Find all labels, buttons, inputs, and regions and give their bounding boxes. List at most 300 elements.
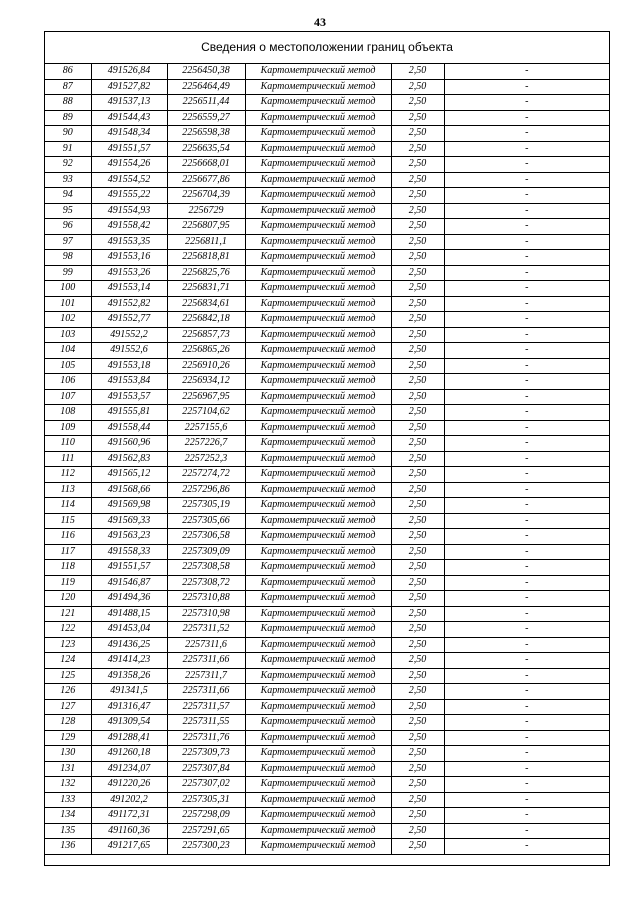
x-coordinate-cell: 491569,98 bbox=[91, 498, 167, 514]
accuracy-cell: 2,50 bbox=[391, 544, 444, 560]
description-cell: - bbox=[444, 141, 609, 157]
method-cell: Картометрический метод bbox=[245, 327, 391, 343]
method-cell: Картометрический метод bbox=[245, 560, 391, 576]
description-cell: - bbox=[444, 188, 609, 204]
y-coordinate-cell: 2257311,7 bbox=[167, 668, 245, 684]
point-number-cell: 122 bbox=[45, 622, 91, 638]
method-cell: Картометрический метод bbox=[245, 622, 391, 638]
table-row bbox=[45, 281, 609, 297]
table-row bbox=[45, 792, 609, 808]
method-cell: Картометрический метод bbox=[245, 420, 391, 436]
description-cell: - bbox=[444, 746, 609, 762]
y-coordinate-cell: 2256967,95 bbox=[167, 389, 245, 405]
point-number-cell: 98 bbox=[45, 250, 91, 266]
table-row bbox=[45, 126, 609, 142]
accuracy-cell: 2,50 bbox=[391, 327, 444, 343]
x-coordinate-cell: 491552,77 bbox=[91, 312, 167, 328]
description-cell: - bbox=[444, 715, 609, 731]
x-coordinate-cell: 491341,5 bbox=[91, 684, 167, 700]
x-coordinate-cell: 491453,04 bbox=[91, 622, 167, 638]
x-coordinate-cell: 491436,25 bbox=[91, 637, 167, 653]
table-row bbox=[45, 777, 609, 793]
x-coordinate-cell: 491552,2 bbox=[91, 327, 167, 343]
y-coordinate-cell: 2256842,18 bbox=[167, 312, 245, 328]
table-row bbox=[45, 451, 609, 467]
x-coordinate-cell: 491316,47 bbox=[91, 699, 167, 715]
accuracy-cell: 2,50 bbox=[391, 606, 444, 622]
table-row bbox=[45, 405, 609, 421]
method-cell: Картометрический метод bbox=[245, 64, 391, 80]
accuracy-cell: 2,50 bbox=[391, 715, 444, 731]
y-coordinate-cell: 2256807,95 bbox=[167, 219, 245, 235]
point-number-cell: 112 bbox=[45, 467, 91, 483]
point-number-cell: 132 bbox=[45, 777, 91, 793]
y-coordinate-cell: 2257308,58 bbox=[167, 560, 245, 576]
x-coordinate-cell: 491202,2 bbox=[91, 792, 167, 808]
description-cell: - bbox=[444, 219, 609, 235]
accuracy-cell: 2,50 bbox=[391, 482, 444, 498]
y-coordinate-cell: 2256598,38 bbox=[167, 126, 245, 142]
method-cell: Картометрический метод bbox=[245, 436, 391, 452]
description-cell: - bbox=[444, 296, 609, 312]
point-number-cell: 117 bbox=[45, 544, 91, 560]
method-cell: Картометрический метод bbox=[245, 141, 391, 157]
accuracy-cell: 2,50 bbox=[391, 405, 444, 421]
accuracy-cell: 2,50 bbox=[391, 358, 444, 374]
method-cell: Картометрический метод bbox=[245, 467, 391, 483]
table-row bbox=[45, 234, 609, 250]
y-coordinate-cell: 2257155,6 bbox=[167, 420, 245, 436]
point-number-cell: 130 bbox=[45, 746, 91, 762]
x-coordinate-cell: 491260,18 bbox=[91, 746, 167, 762]
accuracy-cell: 2,50 bbox=[391, 699, 444, 715]
method-cell: Картометрический метод bbox=[245, 250, 391, 266]
accuracy-cell: 2,50 bbox=[391, 188, 444, 204]
x-coordinate-cell: 491217,65 bbox=[91, 839, 167, 855]
table-row bbox=[45, 498, 609, 514]
y-coordinate-cell: 2257305,19 bbox=[167, 498, 245, 514]
y-coordinate-cell: 2257309,73 bbox=[167, 746, 245, 762]
x-coordinate-cell: 491358,26 bbox=[91, 668, 167, 684]
accuracy-cell: 2,50 bbox=[391, 575, 444, 591]
description-cell: - bbox=[444, 126, 609, 142]
point-number-cell: 91 bbox=[45, 141, 91, 157]
point-number-cell: 101 bbox=[45, 296, 91, 312]
y-coordinate-cell: 2257308,72 bbox=[167, 575, 245, 591]
point-number-cell: 100 bbox=[45, 281, 91, 297]
x-coordinate-cell: 491562,83 bbox=[91, 451, 167, 467]
method-cell: Картометрический метод bbox=[245, 405, 391, 421]
table-row bbox=[45, 761, 609, 777]
method-cell: Картометрический метод bbox=[245, 637, 391, 653]
method-cell: Картометрический метод bbox=[245, 281, 391, 297]
description-cell: - bbox=[444, 792, 609, 808]
y-coordinate-cell: 2257104,62 bbox=[167, 405, 245, 421]
y-coordinate-cell: 2257311,66 bbox=[167, 684, 245, 700]
y-coordinate-cell: 2256825,76 bbox=[167, 265, 245, 281]
table-row bbox=[45, 296, 609, 312]
method-cell: Картометрический метод bbox=[245, 529, 391, 545]
y-coordinate-cell: 2257310,98 bbox=[167, 606, 245, 622]
accuracy-cell: 2,50 bbox=[391, 839, 444, 855]
table-row bbox=[45, 684, 609, 700]
point-number-cell: 123 bbox=[45, 637, 91, 653]
accuracy-cell: 2,50 bbox=[391, 451, 444, 467]
accuracy-cell: 2,50 bbox=[391, 777, 444, 793]
table-row bbox=[45, 250, 609, 266]
table-row bbox=[45, 64, 609, 80]
point-number-cell: 87 bbox=[45, 79, 91, 95]
table-row bbox=[45, 389, 609, 405]
method-cell: Картометрический метод bbox=[245, 358, 391, 374]
table-row bbox=[45, 575, 609, 591]
x-coordinate-cell: 491234,07 bbox=[91, 761, 167, 777]
description-cell: - bbox=[444, 529, 609, 545]
point-number-cell: 97 bbox=[45, 234, 91, 250]
description-cell: - bbox=[444, 358, 609, 374]
y-coordinate-cell: 2257307,02 bbox=[167, 777, 245, 793]
table-row bbox=[45, 312, 609, 328]
point-number-cell: 96 bbox=[45, 219, 91, 235]
point-number-cell: 116 bbox=[45, 529, 91, 545]
accuracy-cell: 2,50 bbox=[391, 219, 444, 235]
accuracy-cell: 2,50 bbox=[391, 498, 444, 514]
method-cell: Картометрический метод bbox=[245, 761, 391, 777]
y-coordinate-cell: 2257311,6 bbox=[167, 637, 245, 653]
accuracy-cell: 2,50 bbox=[391, 622, 444, 638]
x-coordinate-cell: 491414,23 bbox=[91, 653, 167, 669]
accuracy-cell: 2,50 bbox=[391, 374, 444, 390]
description-cell: - bbox=[444, 839, 609, 855]
description-cell: - bbox=[444, 591, 609, 607]
table-row bbox=[45, 79, 609, 95]
page-number: 43 bbox=[314, 15, 326, 29]
point-number-cell: 104 bbox=[45, 343, 91, 359]
accuracy-cell: 2,50 bbox=[391, 560, 444, 576]
x-coordinate-cell: 491553,57 bbox=[91, 389, 167, 405]
x-coordinate-cell: 491309,54 bbox=[91, 715, 167, 731]
accuracy-cell: 2,50 bbox=[391, 281, 444, 297]
x-coordinate-cell: 491553,18 bbox=[91, 358, 167, 374]
y-coordinate-cell: 2256934,12 bbox=[167, 374, 245, 390]
method-cell: Картометрический метод bbox=[245, 823, 391, 839]
method-cell: Картометрический метод bbox=[245, 110, 391, 126]
accuracy-cell: 2,50 bbox=[391, 141, 444, 157]
description-cell: - bbox=[444, 467, 609, 483]
point-number-cell: 92 bbox=[45, 157, 91, 173]
y-coordinate-cell: 2257311,55 bbox=[167, 715, 245, 731]
table-row bbox=[45, 110, 609, 126]
table-row bbox=[45, 606, 609, 622]
x-coordinate-cell: 491548,34 bbox=[91, 126, 167, 142]
table-row bbox=[45, 622, 609, 638]
accuracy-cell: 2,50 bbox=[391, 172, 444, 188]
point-number-cell: 108 bbox=[45, 405, 91, 421]
point-number-cell: 136 bbox=[45, 839, 91, 855]
table-row bbox=[45, 188, 609, 204]
y-coordinate-cell: 2256818,81 bbox=[167, 250, 245, 266]
point-number-cell: 105 bbox=[45, 358, 91, 374]
accuracy-cell: 2,50 bbox=[391, 823, 444, 839]
y-coordinate-cell: 2257311,52 bbox=[167, 622, 245, 638]
table-row bbox=[45, 436, 609, 452]
method-cell: Картометрический метод bbox=[245, 575, 391, 591]
table-row bbox=[45, 374, 609, 390]
table-row bbox=[45, 560, 609, 576]
description-cell: - bbox=[444, 699, 609, 715]
accuracy-cell: 2,50 bbox=[391, 250, 444, 266]
table-row bbox=[45, 265, 609, 281]
accuracy-cell: 2,50 bbox=[391, 436, 444, 452]
x-coordinate-cell: 491488,15 bbox=[91, 606, 167, 622]
x-coordinate-cell: 491546,87 bbox=[91, 575, 167, 591]
description-cell: - bbox=[444, 234, 609, 250]
table-row bbox=[45, 637, 609, 653]
y-coordinate-cell: 2257298,09 bbox=[167, 808, 245, 824]
accuracy-cell: 2,50 bbox=[391, 653, 444, 669]
method-cell: Картометрический метод bbox=[245, 219, 391, 235]
method-cell: Картометрический метод bbox=[245, 839, 391, 855]
accuracy-cell: 2,50 bbox=[391, 389, 444, 405]
point-number-cell: 125 bbox=[45, 668, 91, 684]
method-cell: Картометрический метод bbox=[245, 374, 391, 390]
point-number-cell: 106 bbox=[45, 374, 91, 390]
x-coordinate-cell: 491494,36 bbox=[91, 591, 167, 607]
accuracy-cell: 2,50 bbox=[391, 79, 444, 95]
method-cell: Картометрический метод bbox=[245, 591, 391, 607]
point-number-cell: 133 bbox=[45, 792, 91, 808]
description-cell: - bbox=[444, 544, 609, 560]
accuracy-cell: 2,50 bbox=[391, 668, 444, 684]
point-number-cell: 124 bbox=[45, 653, 91, 669]
method-cell: Картометрический метод bbox=[245, 544, 391, 560]
description-cell: - bbox=[444, 374, 609, 390]
method-cell: Картометрический метод bbox=[245, 451, 391, 467]
table-row bbox=[45, 746, 609, 762]
point-number-cell: 90 bbox=[45, 126, 91, 142]
y-coordinate-cell: 2257309,09 bbox=[167, 544, 245, 560]
description-cell: - bbox=[444, 405, 609, 421]
x-coordinate-cell: 491568,66 bbox=[91, 482, 167, 498]
y-coordinate-cell: 2256857,73 bbox=[167, 327, 245, 343]
point-number-cell: 119 bbox=[45, 575, 91, 591]
description-cell: - bbox=[444, 777, 609, 793]
accuracy-cell: 2,50 bbox=[391, 296, 444, 312]
y-coordinate-cell: 2256834,61 bbox=[167, 296, 245, 312]
accuracy-cell: 2,50 bbox=[391, 312, 444, 328]
point-number-cell: 128 bbox=[45, 715, 91, 731]
method-cell: Картометрический метод bbox=[245, 312, 391, 328]
y-coordinate-cell: 2257306,58 bbox=[167, 529, 245, 545]
table-row bbox=[45, 653, 609, 669]
point-number-cell: 134 bbox=[45, 808, 91, 824]
description-cell: - bbox=[444, 498, 609, 514]
table-row bbox=[45, 823, 609, 839]
table-row bbox=[45, 668, 609, 684]
description-cell: - bbox=[444, 684, 609, 700]
method-cell: Картометрический метод bbox=[245, 188, 391, 204]
method-cell: Картометрический метод bbox=[245, 79, 391, 95]
y-coordinate-cell: 2256831,71 bbox=[167, 281, 245, 297]
x-coordinate-cell: 491555,22 bbox=[91, 188, 167, 204]
y-coordinate-cell: 2257311,57 bbox=[167, 699, 245, 715]
x-coordinate-cell: 491527,82 bbox=[91, 79, 167, 95]
accuracy-cell: 2,50 bbox=[391, 513, 444, 529]
description-cell: - bbox=[444, 312, 609, 328]
x-coordinate-cell: 491555,81 bbox=[91, 405, 167, 421]
accuracy-cell: 2,50 bbox=[391, 730, 444, 746]
description-cell: - bbox=[444, 606, 609, 622]
point-number-cell: 86 bbox=[45, 64, 91, 80]
y-coordinate-cell: 2257310,88 bbox=[167, 591, 245, 607]
y-coordinate-cell: 2256704,39 bbox=[167, 188, 245, 204]
y-coordinate-cell: 2257305,66 bbox=[167, 513, 245, 529]
x-coordinate-cell: 491565,12 bbox=[91, 467, 167, 483]
description-cell: - bbox=[444, 110, 609, 126]
table-row bbox=[45, 327, 609, 343]
accuracy-cell: 2,50 bbox=[391, 265, 444, 281]
point-number-cell: 131 bbox=[45, 761, 91, 777]
point-number-cell: 121 bbox=[45, 606, 91, 622]
x-coordinate-cell: 491537,13 bbox=[91, 95, 167, 111]
table-row bbox=[45, 203, 609, 219]
description-cell: - bbox=[444, 482, 609, 498]
x-coordinate-cell: 491569,33 bbox=[91, 513, 167, 529]
method-cell: Картометрический метод bbox=[245, 746, 391, 762]
table-row bbox=[45, 343, 609, 359]
table-row bbox=[45, 141, 609, 157]
description-cell: - bbox=[444, 823, 609, 839]
x-coordinate-cell: 491552,82 bbox=[91, 296, 167, 312]
y-coordinate-cell: 2257311,66 bbox=[167, 653, 245, 669]
method-cell: Картометрический метод bbox=[245, 157, 391, 173]
y-coordinate-cell: 2256865,26 bbox=[167, 343, 245, 359]
table-row bbox=[45, 482, 609, 498]
method-cell: Картометрический метод bbox=[245, 126, 391, 142]
method-cell: Картометрический метод bbox=[245, 777, 391, 793]
method-cell: Картометрический метод bbox=[245, 730, 391, 746]
description-cell: - bbox=[444, 560, 609, 576]
point-number-cell: 129 bbox=[45, 730, 91, 746]
x-coordinate-cell: 491552,6 bbox=[91, 343, 167, 359]
y-coordinate-cell: 2257300,23 bbox=[167, 839, 245, 855]
table-row bbox=[45, 172, 609, 188]
method-cell: Картометрический метод bbox=[245, 513, 391, 529]
point-number-cell: 111 bbox=[45, 451, 91, 467]
y-coordinate-cell: 2256677,86 bbox=[167, 172, 245, 188]
table-row bbox=[45, 358, 609, 374]
method-cell: Картометрический метод bbox=[245, 808, 391, 824]
x-coordinate-cell: 491553,35 bbox=[91, 234, 167, 250]
point-number-cell: 127 bbox=[45, 699, 91, 715]
x-coordinate-cell: 491558,44 bbox=[91, 420, 167, 436]
method-cell: Картометрический метод bbox=[245, 265, 391, 281]
accuracy-cell: 2,50 bbox=[391, 234, 444, 250]
point-number-cell: 107 bbox=[45, 389, 91, 405]
description-cell: - bbox=[444, 343, 609, 359]
table-row bbox=[45, 219, 609, 235]
x-coordinate-cell: 491553,14 bbox=[91, 281, 167, 297]
description-cell: - bbox=[444, 653, 609, 669]
table-row bbox=[45, 699, 609, 715]
point-number-cell: 110 bbox=[45, 436, 91, 452]
point-number-cell: 109 bbox=[45, 420, 91, 436]
table-row bbox=[45, 730, 609, 746]
boundary-info-frame bbox=[44, 31, 610, 866]
description-cell: - bbox=[444, 622, 609, 638]
accuracy-cell: 2,50 bbox=[391, 126, 444, 142]
description-cell: - bbox=[444, 451, 609, 467]
y-coordinate-cell: 2256729 bbox=[167, 203, 245, 219]
y-coordinate-cell: 2256464,49 bbox=[167, 79, 245, 95]
description-cell: - bbox=[444, 281, 609, 297]
method-cell: Картометрический метод bbox=[245, 234, 391, 250]
point-number-cell: 120 bbox=[45, 591, 91, 607]
method-cell: Картометрический метод bbox=[245, 699, 391, 715]
table-row bbox=[45, 839, 609, 855]
y-coordinate-cell: 2257274,72 bbox=[167, 467, 245, 483]
x-coordinate-cell: 491563,23 bbox=[91, 529, 167, 545]
point-number-cell: 95 bbox=[45, 203, 91, 219]
y-coordinate-cell: 2256635,54 bbox=[167, 141, 245, 157]
section-title: Сведения о местоположении границ объекта bbox=[201, 40, 453, 54]
description-cell: - bbox=[444, 668, 609, 684]
table-row bbox=[45, 591, 609, 607]
description-cell: - bbox=[444, 808, 609, 824]
x-coordinate-cell: 491554,26 bbox=[91, 157, 167, 173]
method-cell: Картометрический метод bbox=[245, 296, 391, 312]
point-number-cell: 88 bbox=[45, 95, 91, 111]
x-coordinate-cell: 491554,52 bbox=[91, 172, 167, 188]
description-cell: - bbox=[444, 172, 609, 188]
y-coordinate-cell: 2257296,86 bbox=[167, 482, 245, 498]
method-cell: Картометрический метод bbox=[245, 498, 391, 514]
point-number-cell: 93 bbox=[45, 172, 91, 188]
accuracy-cell: 2,50 bbox=[391, 110, 444, 126]
y-coordinate-cell: 2256559,27 bbox=[167, 110, 245, 126]
point-number-cell: 126 bbox=[45, 684, 91, 700]
accuracy-cell: 2,50 bbox=[391, 467, 444, 483]
x-coordinate-cell: 491560,96 bbox=[91, 436, 167, 452]
x-coordinate-cell: 491220,26 bbox=[91, 777, 167, 793]
table-row bbox=[45, 544, 609, 560]
accuracy-cell: 2,50 bbox=[391, 420, 444, 436]
accuracy-cell: 2,50 bbox=[391, 637, 444, 653]
coordinates-table bbox=[45, 63, 609, 855]
description-cell: - bbox=[444, 157, 609, 173]
accuracy-cell: 2,50 bbox=[391, 203, 444, 219]
description-cell: - bbox=[444, 575, 609, 591]
x-coordinate-cell: 491551,57 bbox=[91, 560, 167, 576]
method-cell: Картометрический метод bbox=[245, 203, 391, 219]
x-coordinate-cell: 491160,36 bbox=[91, 823, 167, 839]
x-coordinate-cell: 491553,16 bbox=[91, 250, 167, 266]
description-cell: - bbox=[444, 265, 609, 281]
point-number-cell: 99 bbox=[45, 265, 91, 281]
y-coordinate-cell: 2256450,38 bbox=[167, 64, 245, 80]
table-row bbox=[45, 808, 609, 824]
x-coordinate-cell: 491526,84 bbox=[91, 64, 167, 80]
point-number-cell: 114 bbox=[45, 498, 91, 514]
y-coordinate-cell: 2257307,84 bbox=[167, 761, 245, 777]
method-cell: Картометрический метод bbox=[245, 343, 391, 359]
method-cell: Картометрический метод bbox=[245, 668, 391, 684]
accuracy-cell: 2,50 bbox=[391, 95, 444, 111]
table-row bbox=[45, 157, 609, 173]
x-coordinate-cell: 491172,31 bbox=[91, 808, 167, 824]
x-coordinate-cell: 491544,43 bbox=[91, 110, 167, 126]
accuracy-cell: 2,50 bbox=[391, 64, 444, 80]
